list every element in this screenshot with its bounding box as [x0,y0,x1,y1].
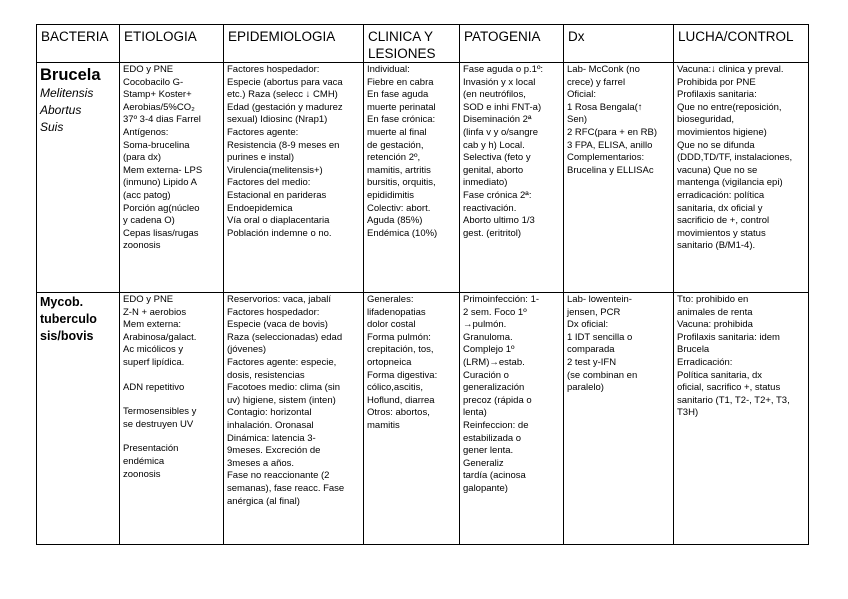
cell-line: 1 Rosa Bengala(↑ [567,101,643,113]
cell-line: cab y h) Local. [463,139,525,151]
cell-line: lifadenopatias [367,306,426,318]
cell-line: Virulencia(melitensis+) [227,164,323,176]
cell-line: epididimitis [367,189,414,201]
cell-line: Selectiva (feto y [463,152,531,164]
cell-line: Edad (gestación y madurez [227,101,343,113]
cell-line: reactivación. [463,202,517,214]
cell-line: Soma-brucelina [123,139,190,151]
cell-line: Aguda (85%) [367,215,423,227]
cell-line: Forma pulmón: [367,331,431,343]
cell-line: animales de renta [677,306,753,318]
row-brucela [37,63,809,293]
cell-line: (acc patog) [123,189,171,201]
row-mycobacterium [37,293,809,545]
cell-line: Mem externa: [123,319,182,331]
header-etiologia: ETIOLOGIA [120,25,224,63]
species-item: Suis [40,120,64,134]
cell-line: Porción ag(núcleo [123,202,200,214]
cell-line: En fase crónica: [367,114,436,126]
cell-line: SOD e inhi FNT-a) [463,101,542,113]
cell-line: (linfa v y o/sangre [463,126,538,138]
cell-line: Endémica (10%) [367,227,438,239]
cell-line: 2 test y-IFN [567,356,617,368]
cell-line: Individual: [367,64,410,75]
cell-line: cólico,ascitis, [367,382,423,394]
cell-line: 3 FPA, ELISA, anillo [567,139,653,151]
cell-line: EDO y PNE [123,64,174,75]
cell-line: EDO y PNE [123,294,174,305]
header-clinica: CLINICA Y LESIONES [364,25,460,63]
cell-line: Generales: [367,294,414,305]
cell-line: ortopneica [367,356,412,368]
cell-line: Fase no reaccionante (2 [227,470,330,482]
cell-line: de gestación, [367,139,424,151]
cell-line: Vía oral o diaplacentaria [227,215,330,227]
cell-line: muerte perinatal [367,101,436,113]
cell-line: Sen) [567,114,588,126]
cell-line: etc.) Raza (selecc ↓ CMH) [227,89,338,101]
cell-line: Fase crónica 2ª: [463,189,532,201]
cell-line: Factores hospedador: [227,64,320,75]
header-epidemiologia: EPIDEMIOLOGIA [224,25,364,63]
cell-line: 9meses. Excreción de [227,445,321,457]
cell-line: Primoinfección: 1- [463,294,540,305]
cell-line: Aerobias/5%CO₂ [123,101,195,113]
cell-line: zoonosis [123,240,161,252]
cell-epidemiologia [224,293,364,545]
cell-line: precoz (rápida o [463,394,532,406]
cell-etiologia [120,63,224,293]
cell-line: Factores agente: especie, [227,356,337,368]
cell-line: movimientos y status [677,227,766,239]
cell-line: Cepas lisas/rugas [123,227,199,239]
cell-clinica [364,63,460,293]
cell-line: Lab- lowentein- [567,294,632,305]
cell-line: paralelo) [567,382,604,394]
cell-line: Contagio: horizontal [227,407,312,419]
cell-line: oficial, sacrifico +, status [677,382,781,394]
cell-line: (LRM)→estab. [463,356,525,368]
cell-line: dosis, resistencias [227,369,305,381]
cell-line: Profilaxis sanitaria: idem [677,331,780,343]
cell-line: dolor costal [367,319,416,331]
cell-line: Antígenos: [123,126,169,138]
cell-line: Stamp+ Koster+ [123,89,192,101]
cell-line: Tto: prohibido en [677,294,749,305]
cell-line: (se combinan en [567,369,638,381]
cell-line: Dx oficial: [567,319,609,331]
cell-line: 1 IDT sencilla o [567,331,633,343]
cell-line: bioseguridad, [677,114,735,126]
cell-line: uv) higiene, sistem (inten) [227,394,336,406]
cell-line: Resistencia (8-9 meses en [227,139,340,151]
cell-line: sanitario (T1, T2-, T2+, T3, [677,394,790,406]
cell-line: Complementarios: [567,152,645,164]
cell-line: gener lenta. [463,445,514,457]
cell-line: Especie (vaca de bovis) [227,319,328,331]
cell-line: gest. (eritritol) [463,227,522,239]
cell-line: Hoflund, diarrea [367,394,435,406]
header-row [37,25,809,63]
cell-line: retención 2º, [367,152,421,164]
cell-line: vacuna) Que no se [677,164,758,176]
cell-line: se destruyen UV [123,418,194,430]
comparison-table [36,24,809,545]
cell-line: 3meses a años. [227,457,295,469]
species-item: Abortus [40,103,82,117]
cell-line: Que no se difunda [677,139,755,151]
cell-line: genital, aborto [463,164,524,176]
cell-line: Termosensibles y [123,406,197,418]
cell-line: Oficial: [567,89,597,101]
cell-line: endémica [123,455,165,467]
cell-line: 2 RFC(para + en RB) [567,126,658,138]
cell-line: →pulmón. [463,319,507,331]
cell-line: Invasión y x local [463,76,536,88]
cell-line: Mem externa- LPS [123,164,203,176]
cell-line: Presentación [123,443,179,455]
cell-line: mamitis, artritis [367,164,431,176]
spacer [123,431,220,443]
cell-line: anérgica (al final) [227,495,300,507]
header-bacteria: BACTERIA [37,25,120,63]
cell-line: Reinfeccion: de [463,419,529,431]
spacer [123,370,220,382]
header-dx: Dx [564,25,674,63]
cell-line: Factores agente: [227,126,299,138]
cell-line: (para dx) [123,152,162,164]
cell-line: muerte al final [367,126,427,138]
cell-line: En fase aguda [367,89,429,101]
cell-bacteria-mycobacterium [37,293,120,545]
cell-line: Vacuna:↓ clinica y preval. [677,64,784,75]
cell-line: Profilaxis sanitaria: [677,89,757,101]
cell-dx [564,293,674,545]
cell-line: Factores del medio: [227,177,311,189]
cell-line: (jóvenes) [227,344,267,356]
cell-line: Forma digestiva: [367,369,438,381]
cell-line: Endoepidemica [227,202,293,214]
species-item: Melitensis [40,86,94,100]
cell-line: Prohibida por PNE [677,76,756,88]
cell-line: crece) y farrel [567,76,626,88]
cell-line: Cocobacilo G- [123,76,184,88]
cell-dx [564,63,674,293]
cell-line: (en neutrófilos, [463,89,526,101]
cell-line: ADN repetitivo [123,381,185,393]
cell-line: crepitación, tos, [367,344,434,356]
cell-line: mantenga (vigilancia epi) [677,177,783,189]
cell-line: sacrificio de +, control [677,215,770,227]
cell-line: Curación o [463,369,509,381]
cell-line: Factores hospedador: [227,306,320,318]
cell-clinica [364,293,460,545]
cell-line: sanitario (B/M1-4). [677,240,756,252]
cell-line: Arabinosa/galact. [123,331,197,343]
cell-line: Reservorios: vaca, jabalí [227,294,332,305]
cell-line: Z-N + aerobios [123,306,187,318]
cell-epidemiologia [224,63,364,293]
cell-line: Fase aguda o p.1º: [463,64,544,75]
cell-line: movimientos higiene) [677,126,767,138]
cell-line: purines e instal) [227,152,295,164]
cell-line: inmediato) [463,177,508,189]
cell-line: Dinámica: latencia 3- [227,432,316,444]
cell-line: Política sanitaria, dx [677,369,763,381]
cell-line: comparada [567,344,615,356]
cell-line: Que no entre(reposición, [677,101,782,113]
cell-line: Aborto ultimo 1/3 [463,215,535,227]
cell-line: Fiebre en cabra [367,76,434,88]
spacer [123,394,220,406]
cell-line: 2 sem. Foco 1º [463,306,527,318]
cell-line: T3H) [677,407,699,419]
cell-line: Complejo 1º [463,344,515,356]
cell-line: bursitis, orquitis, [367,177,436,189]
bacteria-name: Brucela [40,66,101,84]
cell-line: Especie (abortus para vaca [227,76,343,88]
cell-line: Ac micólicos y [123,344,184,356]
cell-line: (inmuno) Lipido A [123,177,197,189]
cell-line: Erradicación: [677,356,733,368]
cell-line: Vacuna: prohibida [677,319,753,331]
bacteria-name-line: tuberculo [40,312,97,326]
cell-patogenia [460,63,564,293]
cell-lucha [674,63,809,293]
cell-line: y cadena O) [123,215,175,227]
cell-line: erradicación: política [677,189,765,201]
cell-line: Granuloma. [463,331,513,343]
cell-etiologia [120,293,224,545]
cell-line: superf lipídica. [123,356,185,368]
cell-line: Estacional en parideras [227,189,327,201]
cell-line: sanitaria, dx oficial y [677,202,763,214]
cell-line: sexual) Idiosinc (Nrap1) [227,114,328,126]
cell-line: (DDD,TD/TF, instalaciones, [677,152,793,164]
cell-line: lenta) [463,407,487,419]
cell-line: semanas), fase reacc. Fase [227,482,345,494]
cell-lucha [674,293,809,545]
cell-line: zoonosis [123,468,161,480]
cell-line: Lab- McConk (no [567,64,640,75]
cell-line: 37º 3-4 dias Farrel [123,114,201,126]
cell-line: Raza (seleccionadas) edad [227,331,343,343]
cell-line: tardía (acinosa [463,470,526,482]
cell-line: galopante) [463,482,508,494]
cell-line: inhalación. Oronasal [227,419,314,431]
cell-line: generalización [463,382,525,394]
bacteria-name-line: sis/bovis [40,329,94,343]
cell-line: Brucelina y ELLISAc [567,164,654,176]
cell-line: Colectiv: abort. [367,202,431,214]
cell-line: jensen, PCR [567,306,621,318]
cell-bacteria-brucela [37,63,120,293]
cell-line: mamitis [367,419,400,431]
header-lucha: LUCHA/CONTROL [674,25,809,63]
header-patogenia: PATOGENIA [460,25,564,63]
cell-patogenia [460,293,564,545]
cell-line: Generaliz [463,457,504,469]
cell-line: Población indemne o no. [227,227,332,239]
cell-line: Diseminación 2ª [463,114,532,126]
bacteria-name-line: Mycob. [40,295,84,309]
cell-line: Facotoes medio: clima (sin [227,382,340,394]
cell-line: Otros: abortos, [367,407,430,419]
cell-line: Brucela [677,344,710,356]
cell-line: estabilizada o [463,432,522,444]
